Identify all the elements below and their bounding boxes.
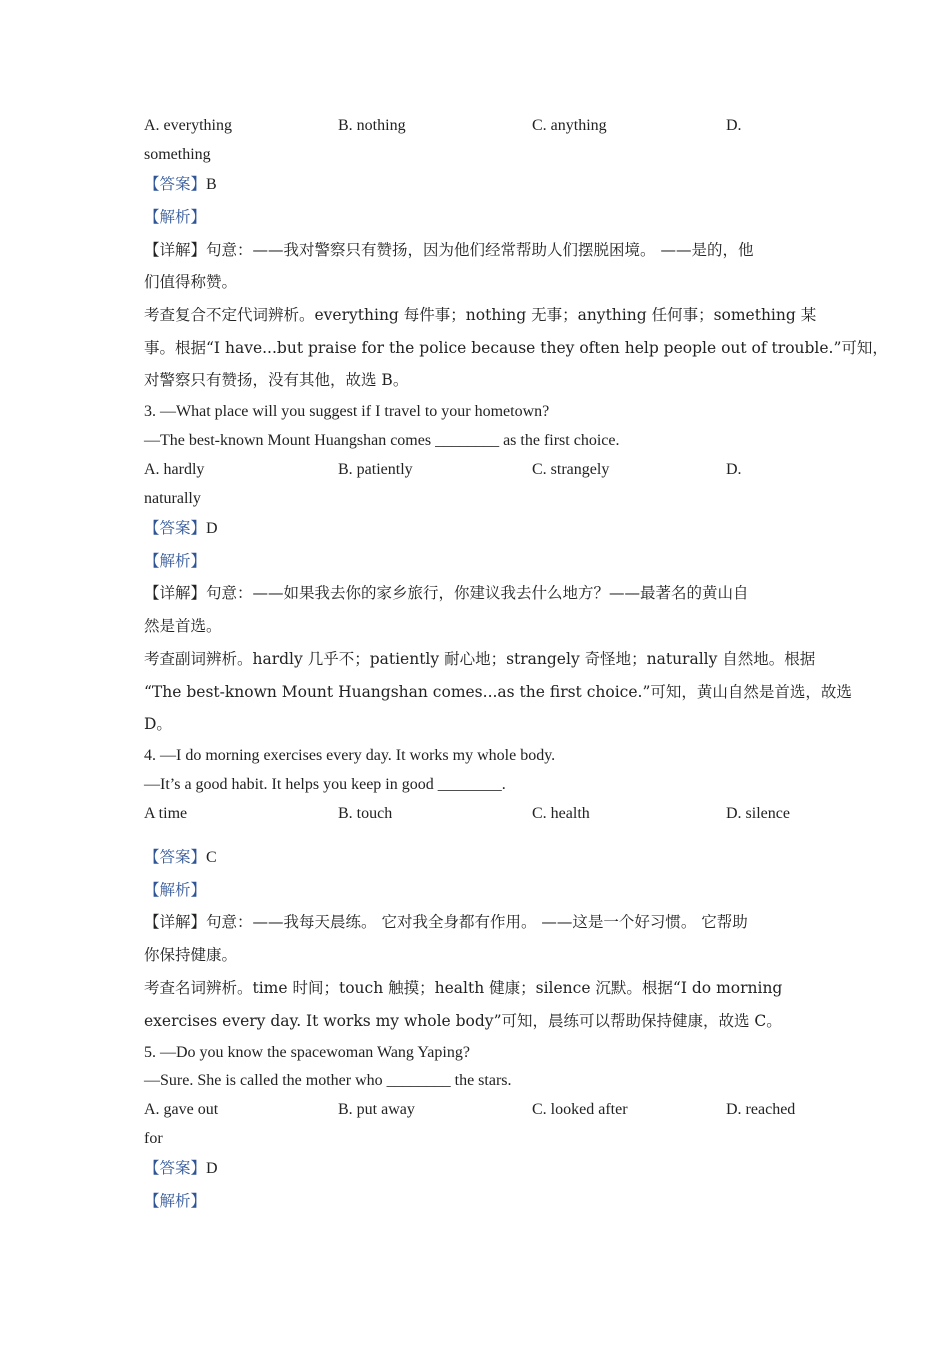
detail-tag: 【详解】 (144, 584, 207, 602)
q4-answer (144, 847, 814, 868)
q3-explanation-line-2: “The best-known Mount Huangshan comes...as the first choice.”可知，黄山自然是首选，故选 (144, 683, 852, 701)
q2-option-b: B. nothing (338, 117, 406, 134)
q4-detail-line-2: 你保持健康。 (144, 946, 238, 964)
q4-option-a: A time (144, 805, 188, 822)
q5-option-a: A. gave out (144, 1101, 219, 1118)
analysis-tag: 【解析】 (144, 552, 207, 570)
q3-answer (144, 518, 814, 539)
q3-reply: —The best-known Mount Huangshan comes ________ as the first choice. (144, 432, 620, 449)
detail-tag: 【详解】 (144, 913, 207, 931)
q4-option-b: B. touch (338, 805, 393, 822)
q2-explanation-line-2: 事。根据“I have...but praise for the police because they often help people out of trouble.”可知， (144, 339, 888, 357)
q2-analysis-tag (144, 207, 814, 227)
answer-tag: 【答案】 (144, 848, 207, 866)
q3-detail-line-1 (144, 583, 814, 603)
q4-question: 4. —I do morning exercises every day. It works my whole body. (144, 747, 556, 764)
q2-option-d-wrap: something (144, 146, 211, 163)
detail-tag: 【详解】 (144, 241, 207, 259)
q5-option-b: B. put away (338, 1101, 415, 1118)
answer-tag: 【答案】 (144, 1159, 207, 1177)
analysis-tag: 【解析】 (144, 881, 207, 899)
answer-value: D (206, 1160, 218, 1177)
q5-option-c: C. looked after (532, 1101, 628, 1118)
q5-reply: —Sure. She is called the mother who ________ the stars. (144, 1072, 512, 1089)
detail-text: 句意：——我每天晨练。 它对我全身都有作用。 ——这是一个好习惯。 它帮助 (206, 913, 748, 931)
q3-question: 3. —What place will you suggest if I travel to your hometown? (144, 403, 550, 420)
q3-explanation-line-1: 考查副词辨析。hardly 几乎不；patiently 耐心地；strangely 奇怪地；naturally 自然地。根据 (144, 650, 816, 668)
q3-analysis-tag (144, 551, 814, 571)
analysis-tag: 【解析】 (144, 1192, 207, 1210)
detail-text: 句意：——如果我去你的家乡旅行，你建议我去什么地方？——最著名的黄山自 (206, 584, 749, 602)
q2-explanation-line-3: 对警察只有赞扬，没有其他，故选 B。 (144, 371, 409, 389)
q3-option-c: C. strangely (532, 461, 610, 478)
q3-explanation-line-3: D。 (144, 715, 172, 733)
answer-tag: 【答案】 (144, 175, 207, 193)
q5-question: 5. —Do you know the spacewoman Wang Yaping? (144, 1044, 470, 1061)
answer-value: D (206, 520, 218, 537)
q3-detail-line-2: 然是首选。 (144, 617, 222, 635)
q3-option-a: A. hardly (144, 461, 205, 478)
q4-explanation-line-2: exercises every day. It works my whole body”可知，晨练可以帮助保持健康，故选 C。 (144, 1012, 782, 1030)
detail-text: 句意：——我对警察只有赞扬，因为他们经常帮助人们摆脱困境。 ——是的，他 (206, 241, 754, 259)
q4-option-d: D. silence (726, 805, 790, 822)
analysis-tag: 【解析】 (144, 208, 207, 226)
q4-option-c: C. health (532, 805, 590, 822)
q5-option-d: D. reached (726, 1101, 796, 1118)
q4-analysis-tag (144, 880, 814, 900)
answer-value: B (206, 176, 217, 193)
q2-option-d: D. (726, 117, 742, 134)
q2-answer (144, 174, 814, 195)
q5-analysis-tag (144, 1191, 814, 1211)
q2-explanation-line-1: 考查复合不定代词辨析。everything 每件事；nothing 无事；anything 任何事；something 某 (144, 306, 817, 324)
q2-detail-line-1 (144, 240, 814, 260)
q3-option-d: D. (726, 461, 742, 478)
q3-option-b: B. patiently (338, 461, 413, 478)
answer-value: C (206, 849, 217, 866)
q4-detail-line-1 (144, 912, 814, 932)
answer-tag: 【答案】 (144, 519, 207, 537)
q3-option-d-wrap: naturally (144, 490, 201, 507)
q4-explanation-line-1: 考查名词辨析。time 时间；touch 触摸；health 健康；silence 沉默。根据“I do morning (144, 979, 783, 997)
q4-reply: —It’s a good habit. It helps you keep in good ________. (144, 776, 506, 793)
q5-answer (144, 1158, 814, 1179)
q2-detail-line-2: 们值得称赞。 (144, 273, 238, 291)
q2-option-c: C. anything (532, 117, 607, 134)
q2-option-a: A. everything (144, 117, 232, 134)
q5-option-d-wrap: for (144, 1130, 163, 1147)
